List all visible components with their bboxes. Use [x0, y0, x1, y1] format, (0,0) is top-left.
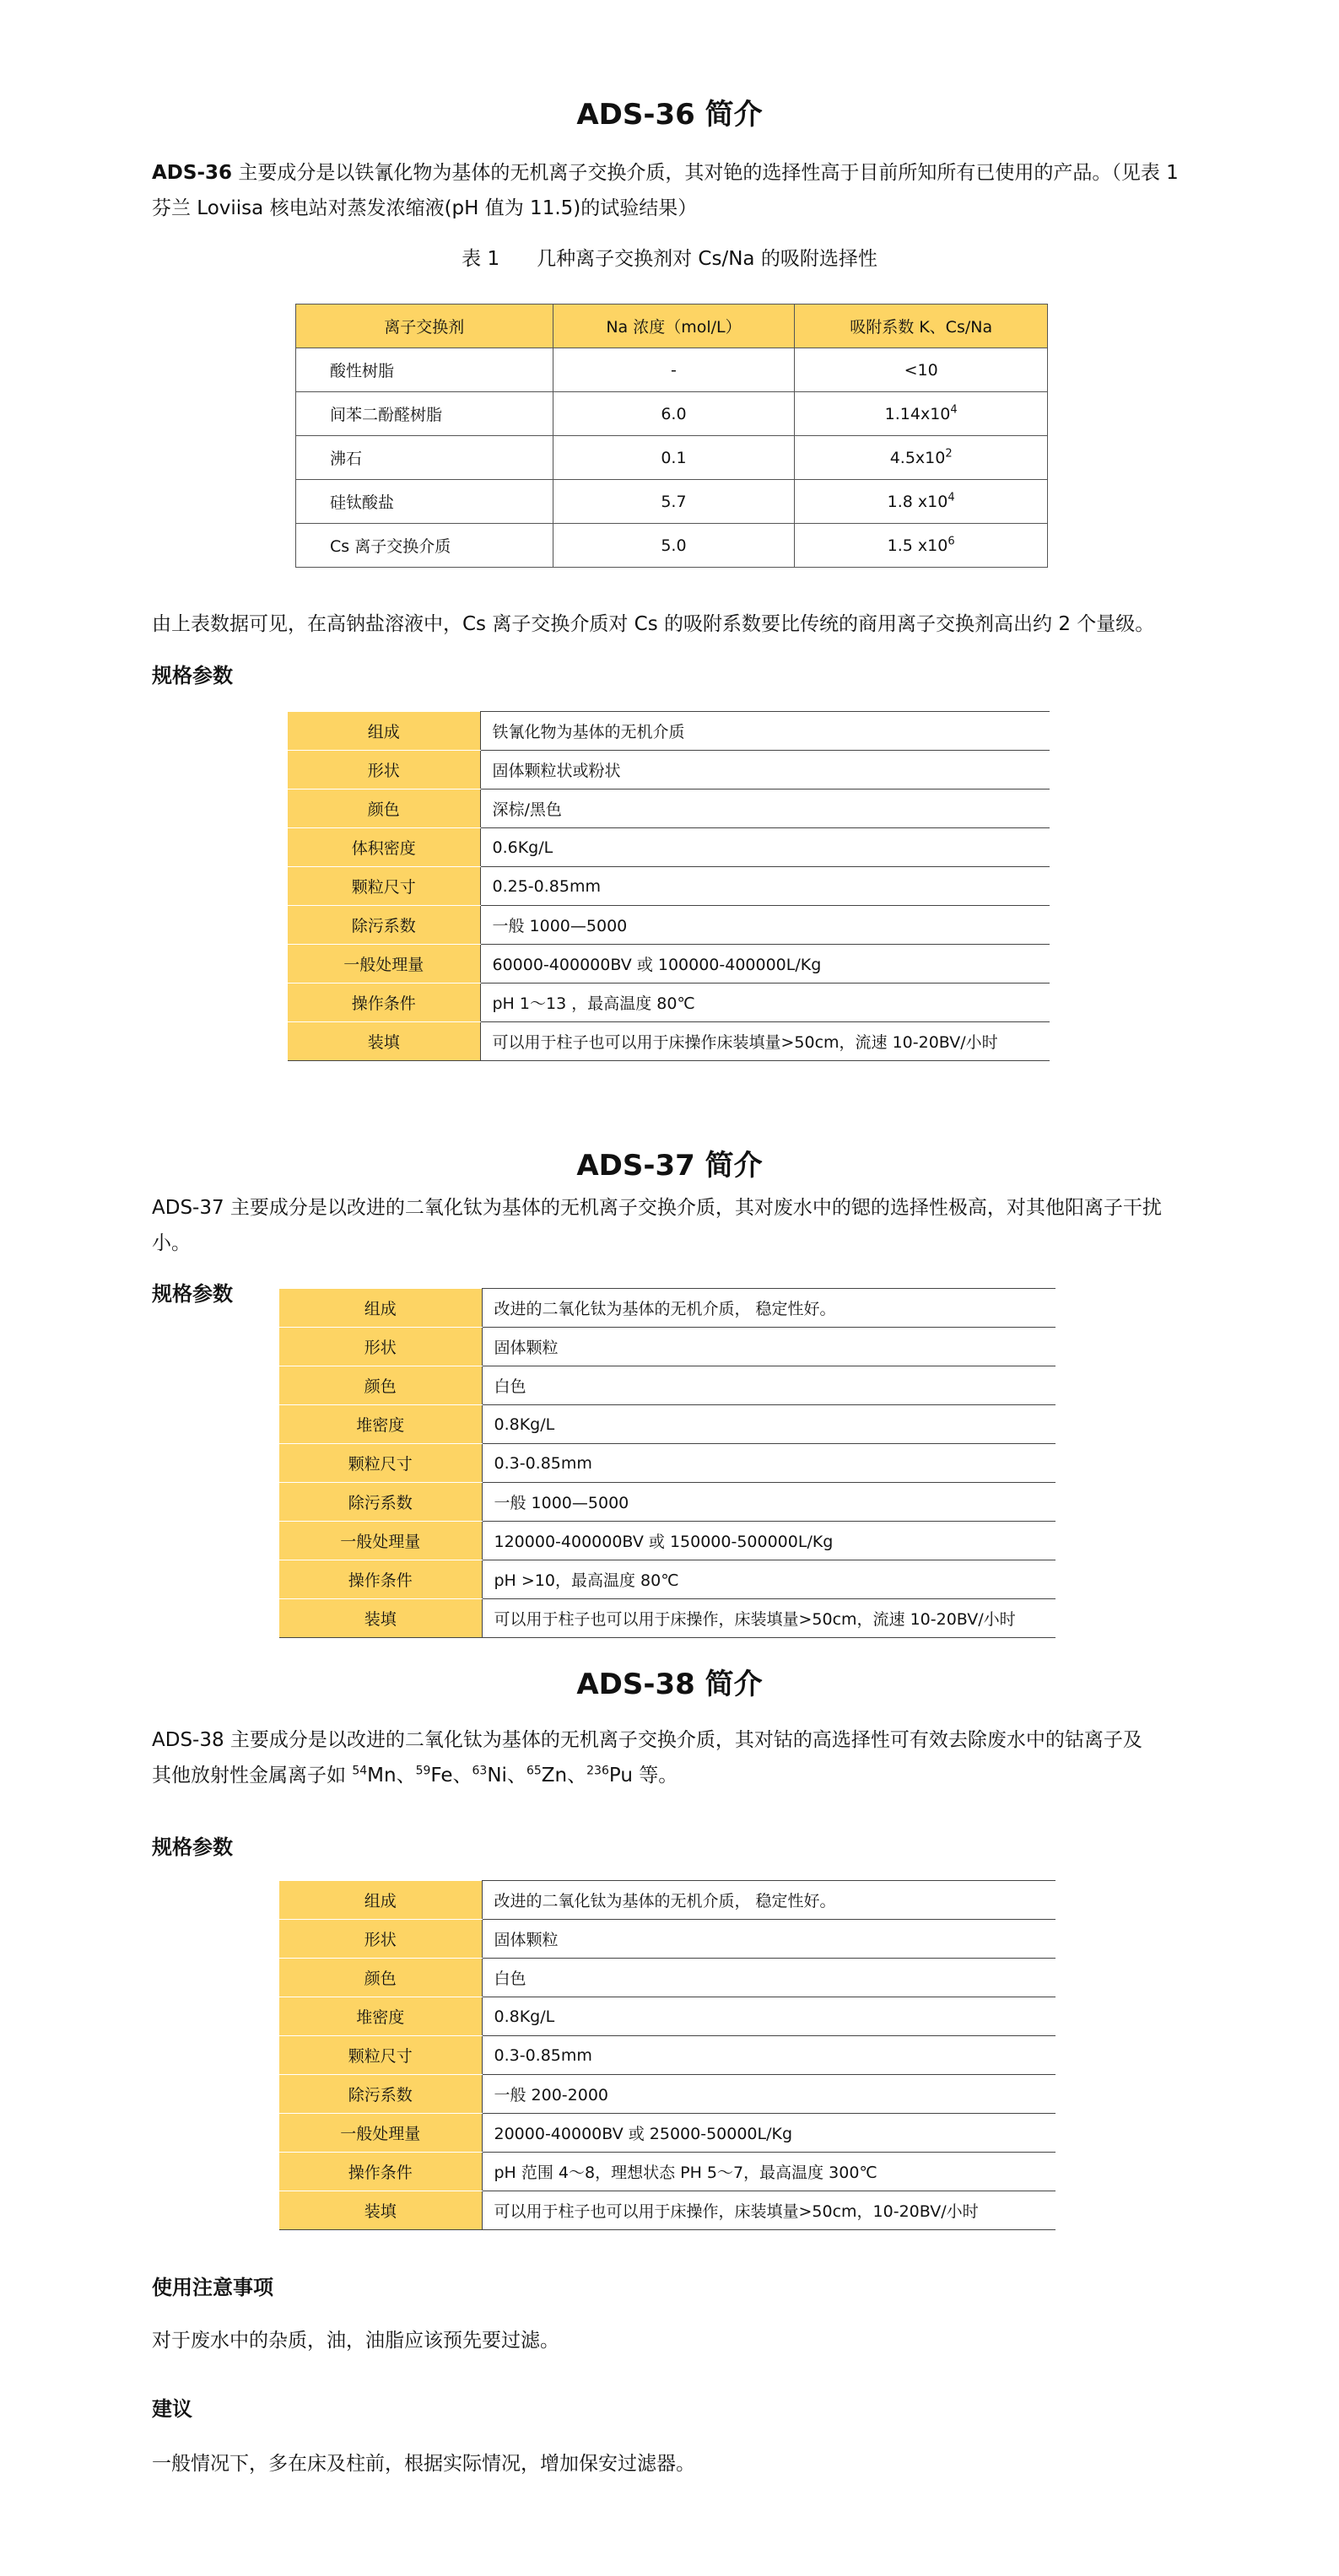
ads38-spec-table: [279, 1880, 1056, 2230]
advice-text: 一般情况下，多在床及柱前，根据实际情况，增加保安过滤器。: [152, 2453, 695, 2475]
ads38-intro-line2: 其他放射性金属离子如: [152, 1765, 353, 1786]
spec-row: [279, 1444, 1056, 1483]
spec-row: [288, 1022, 1050, 1061]
row-exchanger: 硅钛酸盐: [296, 480, 553, 524]
spec-value: pH >10，最高温度 80℃: [482, 1560, 1056, 1599]
spec-key: 颜色: [279, 1959, 482, 1997]
table-row: [296, 392, 1048, 436]
spec-row: [279, 1328, 1056, 1366]
spec-value: 固体颗粒: [482, 1920, 1056, 1959]
spec-key: 形状: [279, 1328, 482, 1366]
ads37-intro: ADS-37 主要成分是以改进的二氧化钛为基体的无机离子交换介质，其对废水中的锶的选择性极高，对其他阳离子干扰小。: [152, 1197, 1162, 1254]
spec-key: 颜色: [288, 790, 480, 828]
spec-row: [288, 712, 1050, 751]
spec-value: 铁氰化物为基体的无机介质: [480, 712, 1050, 751]
spec-row: [279, 1522, 1056, 1560]
isotope: $^{236}$Pu 等。: [586, 1764, 678, 1786]
spec-value: 0.3-0.85mm: [482, 2036, 1056, 2075]
row-exchanger: 酸性树脂: [296, 348, 553, 392]
table1-caption-number: 表 1: [462, 248, 500, 270]
ads36-intro: [152, 155, 1190, 226]
header-na-concentration: Na 浓度（mol/L）: [553, 304, 795, 348]
spec-row: [279, 2153, 1056, 2191]
spec-value: 0.8Kg/L: [482, 1405, 1056, 1444]
spec-row: [279, 1289, 1056, 1328]
spec-row: [288, 790, 1050, 828]
spec-value: 120000-400000BV 或 150000-500000L/Kg: [482, 1522, 1056, 1560]
ads38-spec-heading: 规格参数: [152, 1835, 233, 1859]
spec-value: 20000-40000BV 或 25000-50000L/Kg: [482, 2114, 1056, 2153]
spec-key: 操作条件: [279, 2153, 482, 2191]
spec-key: 体积密度: [288, 828, 480, 867]
spec-key: 操作条件: [288, 984, 480, 1022]
isotope-list: [352, 1765, 678, 1786]
spec-row: [279, 2036, 1056, 2075]
spec-row: [279, 2075, 1056, 2114]
spec-row: [288, 984, 1050, 1022]
spec-key: 形状: [279, 1920, 482, 1959]
spec-row: [279, 1599, 1056, 1638]
row-exchanger: Cs 离子交换介质: [296, 524, 553, 568]
spec-key: 一般处理量: [279, 2114, 482, 2153]
spec-value: pH 范围 4～8，理想状态 PH 5～7，最高温度 300℃: [482, 2153, 1056, 2191]
spec-value: 0.3-0.85mm: [482, 1444, 1056, 1483]
spec-row: [288, 906, 1050, 945]
spec-key: 堆密度: [279, 1997, 482, 2036]
spec-row: [279, 1366, 1056, 1405]
header-exchanger: 离子交换剂: [296, 304, 553, 348]
spec-value: 白色: [482, 1959, 1056, 1997]
row-k: $4.5x10^2$: [795, 436, 1048, 480]
spec-key: 堆密度: [279, 1405, 482, 1444]
table-row: [296, 436, 1048, 480]
spec-row: [279, 1997, 1056, 2036]
spec-row: [288, 945, 1050, 984]
spec-key: 颗粒尺寸: [279, 1444, 482, 1483]
spec-value: 白色: [482, 1366, 1056, 1405]
table-header-row: [296, 304, 1048, 348]
spec-key: 组成: [279, 1289, 482, 1328]
ads38-intro: [152, 1722, 1190, 1793]
spec-value: 一般 1000—5000: [480, 906, 1050, 945]
spec-key: 组成: [288, 712, 480, 751]
header-adsorption-coefficient: 吸附系数 K、Cs/Na: [795, 304, 1048, 348]
spec-value: 改进的二氧化钛为基体的无机介质， 稳定性好。: [482, 1289, 1056, 1328]
spec-value: 0.25-0.85mm: [480, 867, 1050, 906]
ads36-table-conclusion: 由上表数据可见，在高钠盐溶液中，Cs 离子交换介质对 Cs 的吸附系数要比传统的商用离子交换剂高出约 2 个量级。: [152, 613, 1155, 635]
spec-key: 颜色: [279, 1366, 482, 1405]
ads37-title: ADS-37 简介: [576, 1149, 763, 1183]
row-exchanger: 沸石: [296, 436, 553, 480]
spec-row: [279, 1560, 1056, 1599]
spec-row: [279, 2114, 1056, 2153]
table-row: [296, 348, 1048, 392]
table-row: [296, 524, 1048, 568]
spec-value: 可以用于柱子也可以用于床操作，床装填量>50cm，流速 10-20BV/小时: [482, 1599, 1056, 1638]
ads36-title: ADS-36 简介: [576, 98, 763, 132]
isotope: $^{54}$Mn、: [352, 1764, 416, 1786]
spec-value: 改进的二氧化钛为基体的无机介质， 稳定性好。: [482, 1881, 1056, 1920]
row-k: $1.14x10^4$: [795, 392, 1048, 436]
row-na: 5.7: [553, 480, 795, 524]
ads36-intro-bold: ADS-36: [152, 162, 233, 184]
usage-notes-heading: 使用注意事项: [152, 2276, 273, 2299]
spec-value: 0.8Kg/L: [482, 1997, 1056, 2036]
spec-key: 形状: [288, 751, 480, 790]
ads36-spec-heading: 规格参数: [152, 664, 233, 687]
ads37-spec-heading: 规格参数: [152, 1282, 233, 1306]
row-na: -: [553, 348, 795, 392]
spec-value: pH 1～13 ，最高温度 80℃: [480, 984, 1050, 1022]
spec-row: [279, 1483, 1056, 1522]
spec-key: 装填: [288, 1022, 480, 1061]
usage-notes-text: 对于废水中的杂质，油，油脂应该预先要过滤。: [152, 2330, 559, 2352]
spec-row: [279, 1920, 1056, 1959]
spec-row: [288, 828, 1050, 867]
isotope: $^{63}$Ni、: [472, 1764, 526, 1786]
ads36-spec-table: [288, 711, 1050, 1061]
spec-row: [279, 2191, 1056, 2230]
spec-key: 除污系数: [279, 2075, 482, 2114]
spec-key: 一般处理量: [279, 1522, 482, 1560]
table-row: [296, 480, 1048, 524]
ads38-title: ADS-38 简介: [576, 1668, 763, 1701]
row-na: 6.0: [553, 392, 795, 436]
row-k: 1.8 $x10^4$: [795, 480, 1048, 524]
row-na: 0.1: [553, 436, 795, 480]
spec-value: 0.6Kg/L: [480, 828, 1050, 867]
ads37-spec-table: [279, 1288, 1056, 1638]
row-k: 1.5 $x10^6$: [795, 524, 1048, 568]
spec-key: 颗粒尺寸: [288, 867, 480, 906]
isotope: $^{59}$Fe、: [415, 1764, 472, 1786]
ads36-intro-text: 主要成分是以铁氰化物为基体的无机离子交换介质，其对铯的选择性高于目前所知所有已使用的产品。（见表 1 芬兰 Loviisa 核电站对蒸发浓缩液(pH 值为 11.5)的试验结果）: [152, 162, 1179, 219]
row-exchanger: 间苯二酚醛树脂: [296, 392, 553, 436]
spec-row: [279, 1405, 1056, 1444]
spec-key: 一般处理量: [288, 945, 480, 984]
table1-caption: [0, 245, 1339, 273]
ads38-intro-line1: ADS-38 主要成分是以改进的二氧化钛为基体的无机离子交换介质，其对钴的高选择性可有效去除废水中的钴离子及: [152, 1729, 1142, 1751]
spec-key: 装填: [279, 1599, 482, 1638]
row-k: <10: [795, 348, 1048, 392]
spec-value: 60000-400000BV 或 100000-400000L/Kg: [480, 945, 1050, 984]
spec-value: 固体颗粒状或粉状: [480, 751, 1050, 790]
spec-value: 深棕/黑色: [480, 790, 1050, 828]
spec-key: 除污系数: [288, 906, 480, 945]
spec-key: 组成: [279, 1881, 482, 1920]
spec-row: [279, 1881, 1056, 1920]
isotope: $^{65}$Zn、: [526, 1764, 587, 1786]
table1-caption-text: 几种离子交换剂对 Cs/Na 的吸附选择性: [537, 248, 877, 270]
advice-heading: 建议: [152, 2397, 192, 2421]
spec-value: 可以用于柱子也可以用于床操作，床装填量>50cm，10-20BV/小时: [482, 2191, 1056, 2230]
spec-row: [288, 867, 1050, 906]
selectivity-table: [295, 304, 1048, 568]
spec-key: 装填: [279, 2191, 482, 2230]
spec-key: 除污系数: [279, 1483, 482, 1522]
spec-value: 固体颗粒: [482, 1328, 1056, 1366]
spec-row: [288, 751, 1050, 790]
spec-key: 操作条件: [279, 1560, 482, 1599]
row-na: 5.0: [553, 524, 795, 568]
spec-value: 一般 1000—5000: [482, 1483, 1056, 1522]
spec-row: [279, 1959, 1056, 1997]
spec-value: 一般 200-2000: [482, 2075, 1056, 2114]
spec-key: 颗粒尺寸: [279, 2036, 482, 2075]
spec-value: 可以用于柱子也可以用于床操作床装填量>50cm，流速 10-20BV/小时: [480, 1022, 1050, 1061]
